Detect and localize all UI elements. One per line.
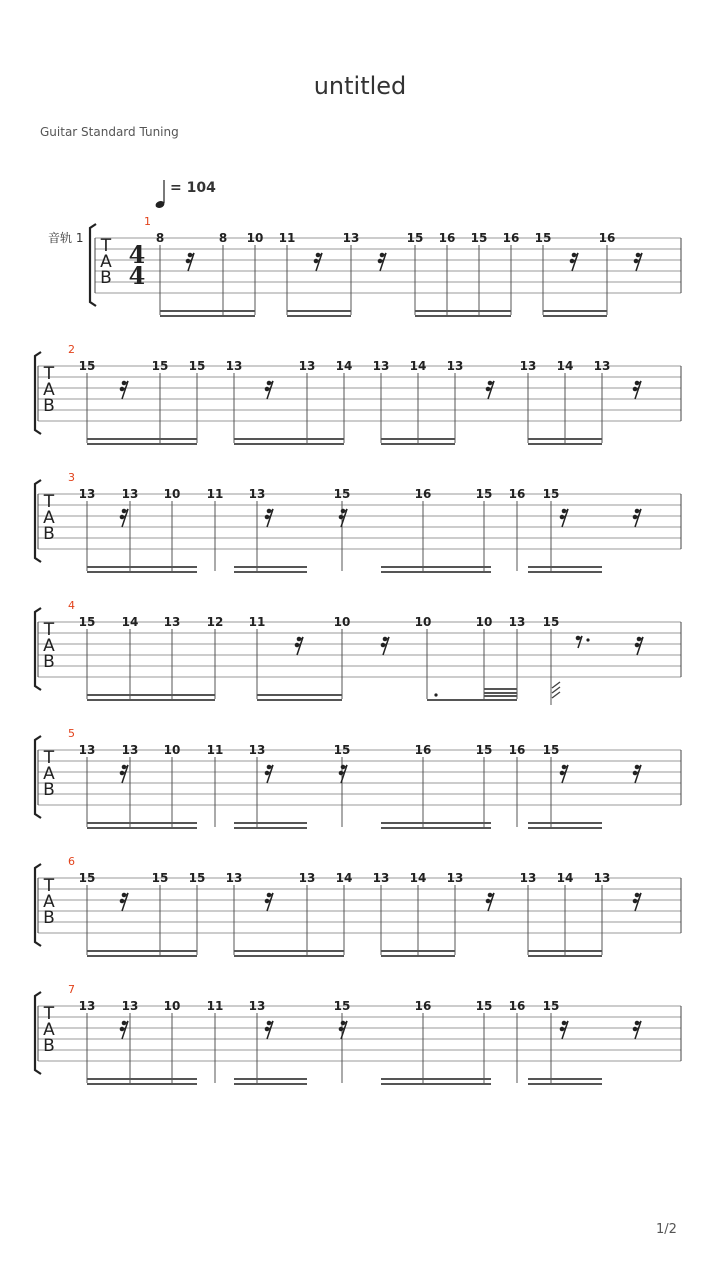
beam (381, 950, 455, 952)
sixteenth-rest-icon (486, 893, 494, 911)
fret-number: 14 (335, 871, 353, 885)
fret-number: 13 (593, 871, 611, 885)
beam (234, 822, 307, 824)
beam (160, 315, 255, 317)
fret-number: 11 (206, 487, 224, 501)
beam (234, 950, 344, 952)
sixteenth-rest-icon (339, 765, 347, 783)
dot (434, 693, 437, 696)
beam (160, 310, 255, 312)
time-signature-top: 4 (128, 240, 146, 269)
sixteenth-rest-icon (314, 253, 322, 271)
tab-clef-letter: B (43, 396, 55, 416)
sixteenth-rest-icon (381, 637, 389, 655)
fret-number: 15 (78, 615, 96, 629)
tab-clef-letter: T (43, 492, 55, 512)
fret-number: 14 (409, 871, 427, 885)
fret-number: 15 (333, 999, 351, 1013)
fret-number: 10 (163, 999, 181, 1013)
fret-number: 13 (446, 359, 464, 373)
tab-system (35, 471, 681, 573)
sixteenth-rest-icon (265, 765, 273, 783)
tab-clef-letter: T (43, 1004, 55, 1024)
beam (381, 443, 455, 445)
sixteenth-rest-icon (560, 765, 568, 783)
beam (87, 950, 197, 952)
fret-number: 13 (121, 743, 139, 757)
fret-number: 14 (556, 871, 574, 885)
beam (528, 1083, 602, 1085)
fret-number: 13 (78, 487, 96, 501)
fret-number: 14 (556, 359, 574, 373)
beam (528, 827, 602, 829)
tab-system (35, 599, 681, 705)
fret-number: 15 (542, 615, 560, 629)
sixteenth-rest-icon (186, 253, 194, 271)
fret-number: 13 (519, 871, 537, 885)
beam (484, 692, 517, 694)
sixteenth-rest-icon (635, 637, 643, 655)
tab-clef-letter: B (43, 1036, 55, 1056)
fret-number: 13 (519, 359, 537, 373)
fret-number: 16 (414, 999, 432, 1013)
measure-number: 7 (68, 983, 75, 996)
beam (87, 822, 197, 824)
sixteenth-rest-icon (339, 1021, 347, 1039)
fret-number: 13 (298, 871, 316, 885)
beam (415, 310, 511, 312)
beam (528, 438, 602, 440)
fret-number: 13 (163, 615, 181, 629)
fret-number: 13 (593, 359, 611, 373)
beam (87, 694, 215, 696)
beam (234, 1083, 307, 1085)
sixteenth-rest-icon (378, 253, 386, 271)
measure-number: 3 (68, 471, 75, 484)
fret-number: 8 (218, 231, 228, 245)
beam (528, 571, 602, 573)
beam (528, 822, 602, 824)
track-name: 音轨 1 (48, 231, 84, 245)
tab-clef-letter: B (100, 268, 112, 288)
beam (87, 955, 197, 957)
tab-clef-letter: B (43, 780, 55, 800)
beam (234, 566, 307, 568)
fret-number: 15 (542, 999, 560, 1013)
sixteenth-rest-icon (120, 893, 128, 911)
sixteenth-rest-icon (634, 253, 642, 271)
fret-number: 13 (248, 487, 266, 501)
beam (87, 699, 215, 701)
sixteenth-rest-icon (265, 1021, 273, 1039)
fret-number: 10 (333, 615, 351, 629)
dot (586, 638, 589, 641)
measure-number: 1 (144, 215, 151, 228)
fret-number: 10 (163, 743, 181, 757)
fret-number: 11 (278, 231, 296, 245)
fret-number: 11 (248, 615, 266, 629)
beam (415, 315, 511, 317)
fret-number: 15 (78, 359, 96, 373)
beam (234, 827, 307, 829)
sixteenth-rest-icon (265, 893, 273, 911)
fret-number: 13 (248, 743, 266, 757)
fret-number: 13 (121, 999, 139, 1013)
beam (287, 310, 351, 312)
sixteenth-rest-icon (633, 509, 641, 527)
fret-number: 15 (475, 999, 493, 1013)
beam (87, 827, 197, 829)
fret-number: 13 (372, 871, 390, 885)
fret-number: 15 (475, 743, 493, 757)
tab-system (90, 215, 681, 317)
beam (381, 566, 491, 568)
beam (234, 571, 307, 573)
beam (87, 1083, 197, 1085)
sixteenth-rest-icon (560, 509, 568, 527)
tab-clef-letter: A (43, 636, 55, 656)
beam (87, 566, 197, 568)
eighth-rest-icon (576, 636, 582, 648)
beam (234, 955, 344, 957)
fret-number: 13 (225, 359, 243, 373)
fret-number: 10 (246, 231, 264, 245)
fret-number: 15 (188, 871, 206, 885)
fret-number: 14 (335, 359, 353, 373)
beam (381, 438, 455, 440)
fret-number: 13 (78, 999, 96, 1013)
tab-system (35, 727, 681, 829)
tab-clef-letter: A (43, 1020, 55, 1040)
beam (381, 822, 491, 824)
measure-number: 5 (68, 727, 75, 740)
measure-number: 2 (68, 343, 75, 356)
sixteenth-rest-icon (120, 765, 128, 783)
measure-number: 6 (68, 855, 75, 868)
fret-number: 15 (151, 871, 169, 885)
sixteenth-rest-icon (339, 509, 347, 527)
tab-clef-letter: T (43, 364, 55, 384)
sixteenth-rest-icon (120, 1021, 128, 1039)
tab-clef-letter: T (43, 876, 55, 896)
fret-number: 15 (78, 871, 96, 885)
fret-number: 8 (155, 231, 165, 245)
sixteenth-rest-icon (633, 765, 641, 783)
fret-number: 14 (409, 359, 427, 373)
beam (528, 955, 602, 957)
tempo-value: = 104 (170, 180, 216, 196)
beam (381, 571, 491, 573)
tab-system (35, 343, 681, 445)
tab-system (35, 855, 681, 957)
fret-number: 13 (298, 359, 316, 373)
beam (257, 694, 342, 696)
tab-clef-letter: A (100, 252, 112, 272)
fret-number: 13 (225, 871, 243, 885)
fret-number: 13 (121, 487, 139, 501)
beam (381, 955, 455, 957)
fret-number: 13 (508, 615, 526, 629)
tab-system (35, 983, 681, 1085)
beam (287, 315, 351, 317)
fret-number: 10 (414, 615, 432, 629)
fret-number: 10 (475, 615, 493, 629)
beam (528, 1078, 602, 1080)
tab-clef-letter: A (43, 508, 55, 528)
fret-number: 15 (333, 743, 351, 757)
fret-number: 16 (502, 231, 520, 245)
fret-number: 15 (470, 231, 488, 245)
tab-clef-letter: T (43, 748, 55, 768)
time-signature-bottom: 4 (128, 261, 146, 290)
fret-number: 13 (342, 231, 360, 245)
page-number: 1/2 (656, 1222, 677, 1237)
beam (484, 695, 517, 697)
fret-number: 11 (206, 999, 224, 1013)
tab-clef-letter: B (43, 908, 55, 928)
beam (87, 1078, 197, 1080)
sixteenth-rest-icon (120, 381, 128, 399)
beam (234, 443, 344, 445)
sixteenth-rest-icon (633, 1021, 641, 1039)
fret-number: 16 (414, 743, 432, 757)
fret-number: 13 (446, 871, 464, 885)
sixteenth-rest-icon (633, 381, 641, 399)
tab-clef-letter: A (43, 892, 55, 912)
beam (543, 315, 607, 317)
sixteenth-rest-icon (265, 381, 273, 399)
beam (528, 566, 602, 568)
fret-number: 16 (414, 487, 432, 501)
fret-number: 13 (78, 743, 96, 757)
tab-clef-letter: B (43, 524, 55, 544)
beam (381, 827, 491, 829)
beam (87, 443, 197, 445)
fret-number: 15 (333, 487, 351, 501)
sixteenth-rest-icon (295, 637, 303, 655)
beam (87, 571, 197, 573)
beam (484, 688, 517, 690)
score-title: untitled (313, 72, 407, 100)
tab-clef-letter: A (43, 764, 55, 784)
fret-number: 15 (542, 743, 560, 757)
beam (257, 699, 342, 701)
fret-number: 14 (121, 615, 139, 629)
tab-clef-letter: A (43, 380, 55, 400)
fret-number: 12 (206, 615, 224, 629)
fret-number: 16 (508, 743, 526, 757)
sixteenth-rest-icon (486, 381, 494, 399)
fret-number: 10 (163, 487, 181, 501)
tremolo-strokes-icon (552, 682, 560, 698)
fret-number: 15 (406, 231, 424, 245)
fret-number: 16 (508, 487, 526, 501)
beam (234, 438, 344, 440)
beam (528, 950, 602, 952)
fret-number: 15 (534, 231, 552, 245)
fret-number: 16 (438, 231, 456, 245)
beam (427, 699, 517, 701)
sixteenth-rest-icon (265, 509, 273, 527)
sixteenth-rest-icon (570, 253, 578, 271)
tab-clef-letter: B (43, 652, 55, 672)
fret-number: 13 (248, 999, 266, 1013)
fret-number: 11 (206, 743, 224, 757)
beam (381, 1083, 491, 1085)
fret-number: 15 (475, 487, 493, 501)
fret-number: 15 (542, 487, 560, 501)
fret-number: 13 (372, 359, 390, 373)
beam (87, 438, 197, 440)
sixteenth-rest-icon (560, 1021, 568, 1039)
measure-number: 4 (68, 599, 75, 612)
beam (528, 443, 602, 445)
tab-clef-letter: T (100, 236, 112, 256)
tab-clef-letter: T (43, 620, 55, 640)
sixteenth-rest-icon (633, 893, 641, 911)
fret-number: 15 (151, 359, 169, 373)
fret-number: 15 (188, 359, 206, 373)
fret-number: 16 (598, 231, 616, 245)
beam (543, 310, 607, 312)
beam (381, 1078, 491, 1080)
fret-number: 16 (508, 999, 526, 1013)
sixteenth-rest-icon (120, 509, 128, 527)
tuning-label: Guitar Standard Tuning (40, 125, 179, 139)
beam (234, 1078, 307, 1080)
